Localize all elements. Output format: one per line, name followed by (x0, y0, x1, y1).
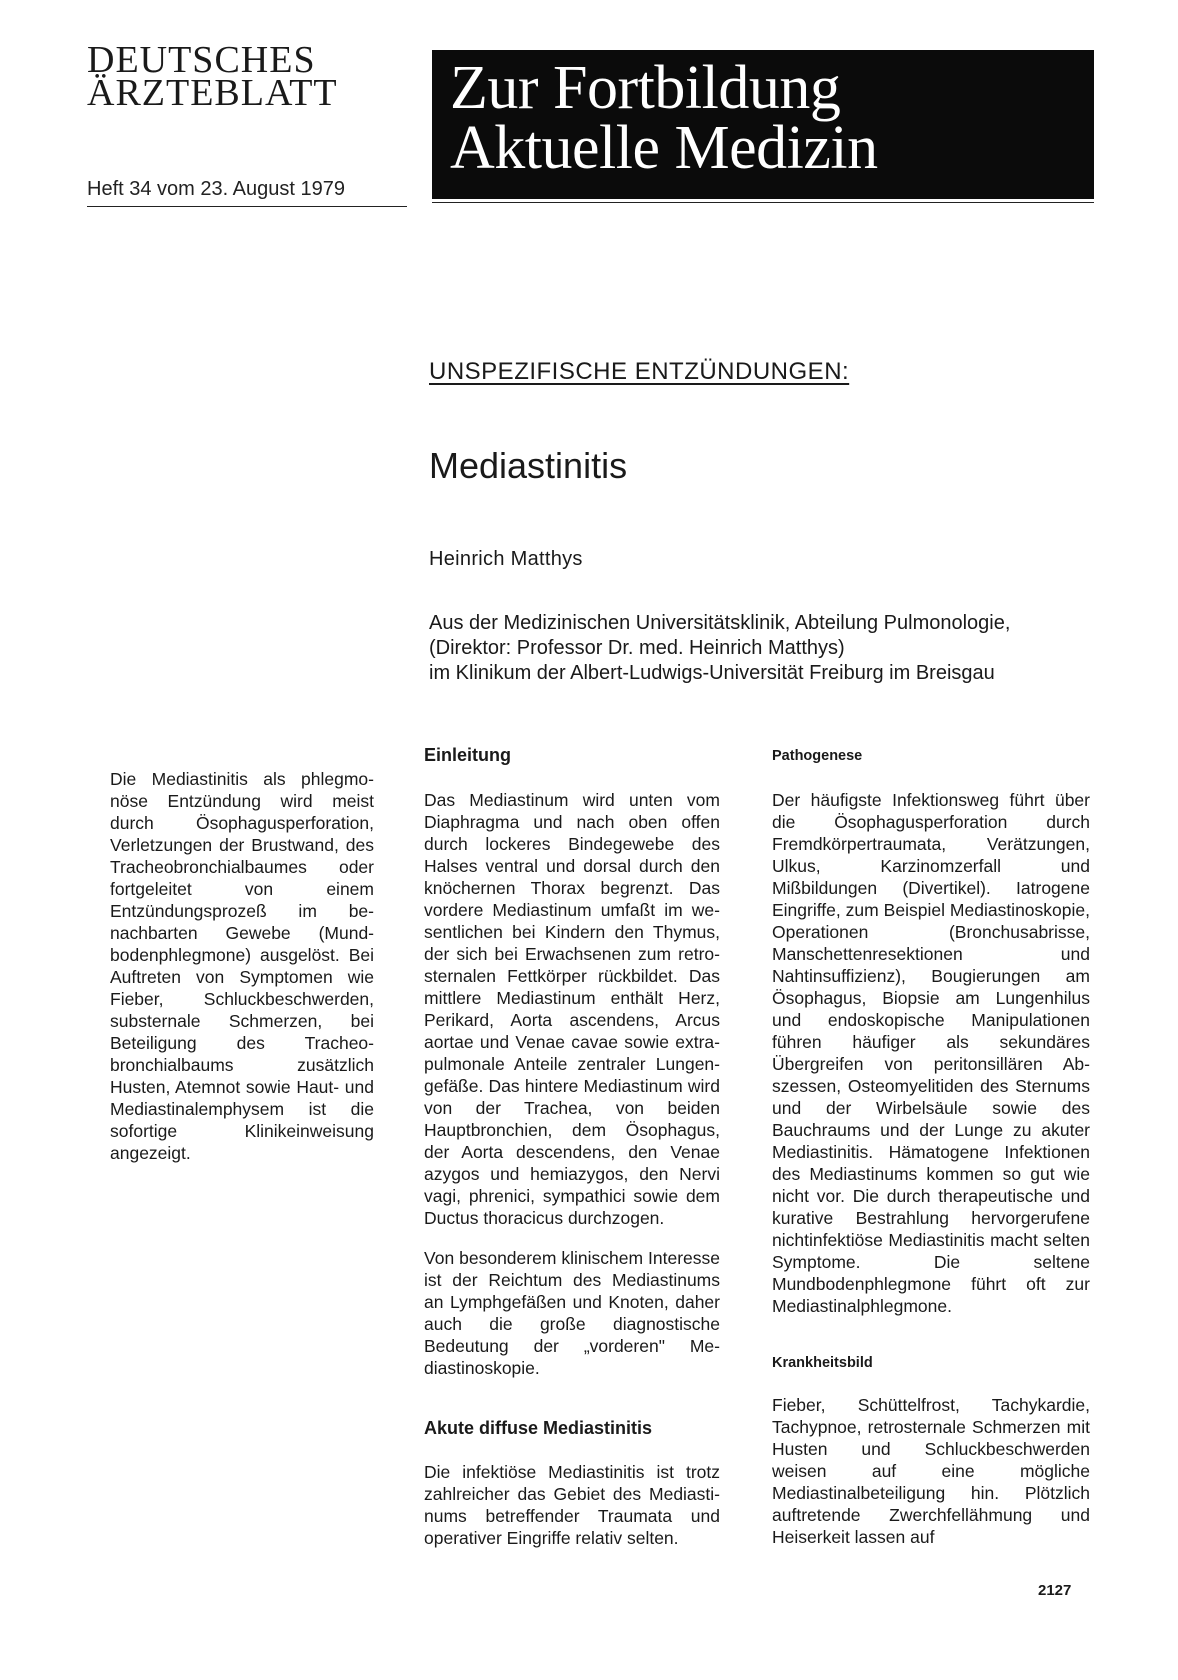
banner-line-2: Aktuelle Medizin (450, 114, 878, 182)
masthead-line-2: ÄRZTEBLATT (87, 72, 338, 114)
banner-line-1: Zur Fortbildung (450, 54, 841, 122)
krankheitsbild-body (772, 1394, 1090, 1566)
journal-masthead (87, 39, 407, 114)
paragraph: Fieber, Schüttelfrost, Tachykardie, Tachypnoe, retrosternale Schmerzen mit Husten und Schluckbeschwerden weisen auf eine mögliche Mediastinalbeteiligung hin. Plötzlich auftretende Zwerchfellähmung und Heiserkeit lassen auf (772, 1395, 1090, 1547)
heading-akute-mediastinitis: Akute diffuse Mediastinitis (424, 1418, 653, 1438)
page-number: 2127 (1038, 1582, 1072, 1599)
heading-krankheitsbild: Krankheitsbild (772, 1355, 873, 1371)
pathogenese-body (772, 789, 1090, 1335)
section-banner (432, 50, 1094, 199)
masthead-divider (87, 206, 407, 207)
masthead-line-1: DEUTSCHES (87, 39, 316, 81)
issue-line: Heft 34 vom 23. August 1979 (87, 178, 345, 200)
article-author: Heinrich Matthys (429, 548, 583, 570)
banner-divider (432, 202, 1094, 203)
paragraph: Die infektiöse Mediastinitis ist trotz zahlreicher das Gebiet des Mediastinums betreffender Traumata und operativer Eingriffe relativ selten. (424, 1462, 720, 1548)
einleitung-body (424, 789, 720, 1397)
paragraph: Von besonderem klinischem Interesse ist der Reichtum des Mediastinums an Lymphgefäßen und Knoten, daher auch die große diagnostische Bedeutung der „vorderen" Mediastinoskopie. (424, 1248, 720, 1378)
affiliation-line: (Direktor: Professor Dr. med. Heinrich Matthys) (429, 637, 845, 659)
author-affiliation (429, 611, 1109, 686)
abstract-text: Die Mediastinitis als phlegmonöse Entzündung wird meist durch Ösophagusperforation, Verletzungen der Brustwand, des Tracheobronchialbaumes oder fortgeleitet von einem Entzündungsprozeß im benachbarten Gewebe (Mundbodenphlegmone) ausgelöst. Bei Auftreten von Symptomen wie Fieber, Schluckbeschwerden, substernale Schmerzen, bei Beteiligung des Tracheobronchialbaums zusätzlich Husten, Atemnot sowie Haut- und Mediastinalemphysem ist die sofortige Klinikeinweisung angezeigt. (110, 769, 374, 1163)
article-title: Mediastinitis (429, 445, 628, 486)
heading-pathogenese: Pathogenese (772, 748, 863, 764)
affiliation-line: Aus der Medizinischen Universitätsklinik, Abteilung Pulmonologie, (429, 612, 1011, 634)
akut-body (424, 1461, 720, 1567)
article-kicker: UNSPEZIFISCHE ENTZÜNDUNGEN: (429, 358, 850, 385)
affiliation-line: im Klinikum der Albert-Ludwigs-Universität Freiburg im Breisgau (429, 662, 995, 684)
paragraph: Das Mediastinum wird unten vom Diaphragma und nach oben offen durch lockeres Bindegewebe des Halses ventral und dorsal durch den knöchernen Thorax begrenzt. Das vordere Mediastinum umfaßt im wesentlichen bei Kindern den Thymus, der sich bei Erwachsenen zum retrosternalen Fettkörper rückbildet. Das mittlere Mediastinum enthält Herz, Perikard, Aorta ascendens, Arcus aortae und Venae cavae sowie extrapulmonale Anteile zentraler Lungengefäße. Das hintere Mediastinum wird von der Trachea, von beiden Hauptbronchien, dem Ösophagus, der Aorta descendens, den Venae azygos und hemiazygos, den Nervi vagi, phrenici, sympathici sowie dem Ductus thoracicus durchzogen. (424, 790, 720, 1228)
abstract-column (110, 768, 374, 1182)
paragraph: Der häufigste Infektionsweg führt über die Ösophagusperforation durch Fremdkörpertraumata, Verätzungen, Ulkus, Karzinomzerfall und Mißbildungen (Divertikel). Iatrogene Eingriffe, zum Beispiel Mediastinoskopie, Operationen (Bronchusabrisse, Manschettenresektionen und Nahtinsuffizienz), Bougierungen am Ösophagus, Biopsie am Lungenhilus und endoskopische Manipulationen führen häufiger als sekundäres Übergreifen von peritonsillären Abszessen, Osteomyelitiden des Sternums und der Wirbelsäule sowie des Bauchraums und der Lunge zu akuter Mediastinitis. Hämatogene Infektionen des Mediastinums kommen so gut wie nicht vor. Die durch therapeutische und kurative Bestrahlung hervorgerufene nichtinfektiöse Mediastinitis macht selten Symptome. Die seltene Mundbodenphlegmone führt oft zur Mediastinalphlegmone. (772, 790, 1090, 1316)
heading-einleitung: Einleitung (424, 745, 511, 765)
